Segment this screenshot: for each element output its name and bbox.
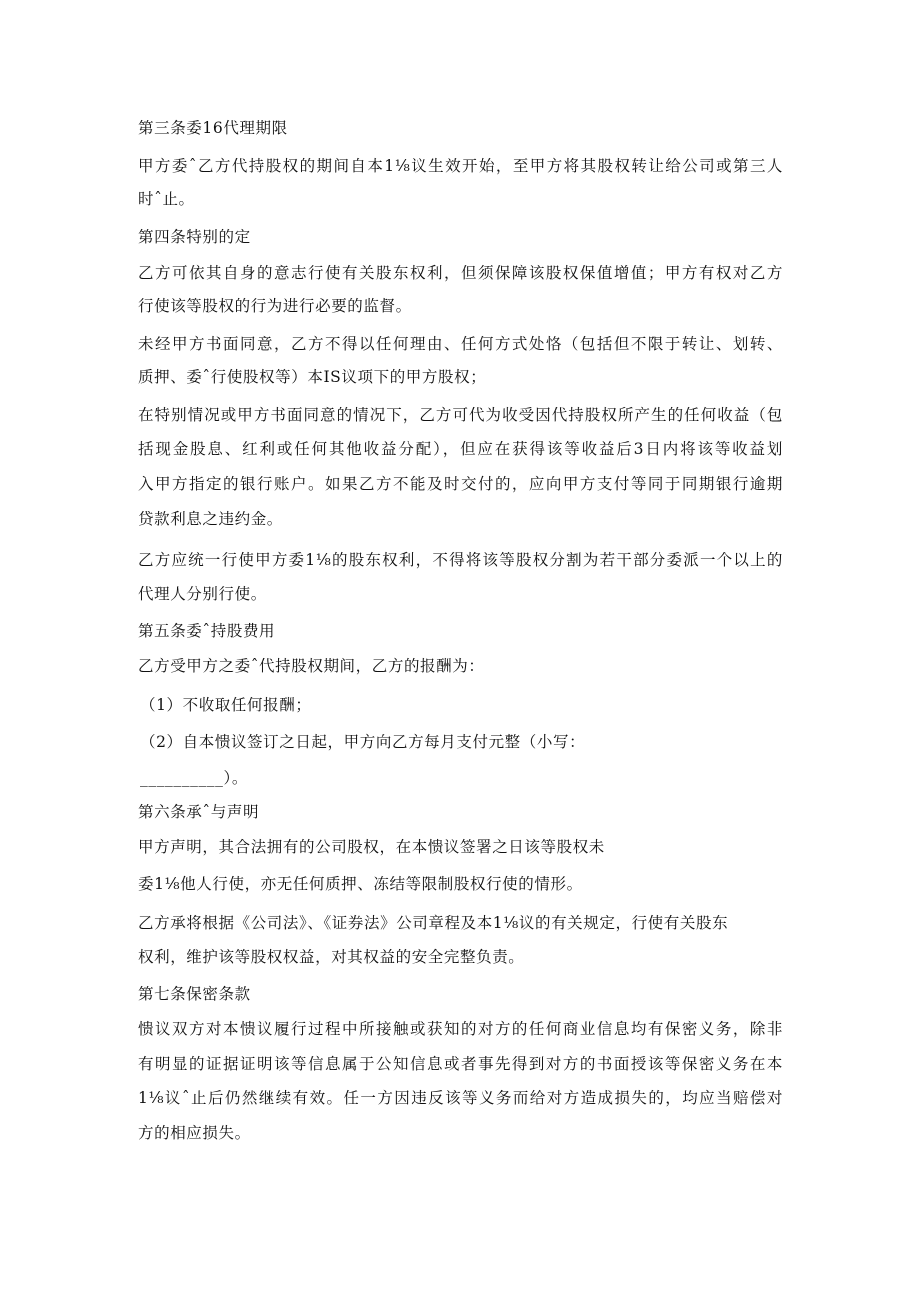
heading-article-4: 第四条特别的定 bbox=[138, 228, 251, 246]
paragraph-line: 括现金股息、红利或任何其他收益分配），但应在获得该等收益后3日内将该等收益划 bbox=[138, 440, 783, 458]
paragraph-line: 1⅛议ˆ止后仍然继续有效。任一方因违反该等义务而给对方造成损失的，均应当赔偿对 bbox=[138, 1089, 783, 1107]
paragraph-line: 在特别情况或甲方书面同意的情况下，乙方可代为收受因代持股权所产生的任何收益（包 bbox=[138, 406, 783, 424]
heading-article-5: 第五条委ˆ持股费用 bbox=[138, 622, 276, 640]
heading-article-7: 第七条保密条款 bbox=[138, 985, 251, 1003]
blank-amount-line: __________）。 bbox=[140, 769, 248, 787]
paragraph-line: 委1⅛他人行使，亦无任何质押、冻结等限制股权行使的情形。 bbox=[138, 875, 583, 893]
paragraph-line: 甲方委ˆ乙方代持股权的期间自本1⅛议生效开始，至甲方将其股权转让给公司或第三人 bbox=[138, 157, 783, 175]
paragraph-line: 乙方受甲方之委ˆ代持股权期间，乙方的报酬为： bbox=[138, 657, 485, 675]
list-item: （1）不收取任何报酬； bbox=[140, 696, 312, 714]
heading-article-6: 第六条承ˆ与声明 bbox=[138, 803, 260, 821]
paragraph-line: 有明显的证据证明该等信息属于公知信息或者事先得到对方的书面授该等保密义务在本 bbox=[138, 1055, 783, 1073]
heading-article-3: 第三条委16代理期限 bbox=[138, 119, 288, 137]
paragraph-line: 未经甲方书面同意，乙方不得以任何理由、任何方式处恪（包括但不限于转让、划转、 bbox=[138, 335, 783, 353]
paragraph-line: 代理人分别行使。 bbox=[138, 585, 267, 603]
paragraph-line: 甲方声明，其合法拥有的公司股权，在本愦议签署之日该等股权未 bbox=[138, 838, 605, 856]
paragraph-line: 乙方可依其自身的意志行使有关股东权利，但须保障该股权保值增值；甲方有权对乙方 bbox=[138, 264, 783, 282]
paragraph-line: 时ˆ止。 bbox=[138, 190, 195, 208]
paragraph-line: 权利，维护该等股权权益，对其权益的安全完整负责。 bbox=[138, 948, 525, 966]
paragraph-line: 入甲方指定的银行账户。如果乙方不能及时交付的，应向甲方支付等同于同期银行逾期 bbox=[138, 475, 783, 493]
paragraph-line: 愦议双方对本愦议履行过程中所接触或获知的对方的任何商业信息均有保密义务，除非 bbox=[138, 1020, 783, 1038]
paragraph-line: 乙方承将根据《公司法》、《证券法》公司章程及本1⅛议的有关规定，行使有关股东 bbox=[138, 914, 729, 932]
paragraph-line: 乙方应统一行使甲方委1⅛的股东权利，不得将该等股权分割为若干部分委派一个以上的 bbox=[138, 551, 783, 569]
paragraph-line: 方的相应损失。 bbox=[138, 1124, 251, 1142]
paragraph-line: 质押、委ˆ行使股权等）本IS议项下的甲方股权； bbox=[138, 368, 487, 386]
list-item: （2）自本愦议签订之日起，甲方向乙方每月支付元整（小写： bbox=[140, 733, 586, 751]
paragraph-line: 贷款利息之违约金。 bbox=[138, 510, 283, 528]
paragraph-line: 行使该等股权的行为进行必要的监督。 bbox=[138, 297, 412, 315]
